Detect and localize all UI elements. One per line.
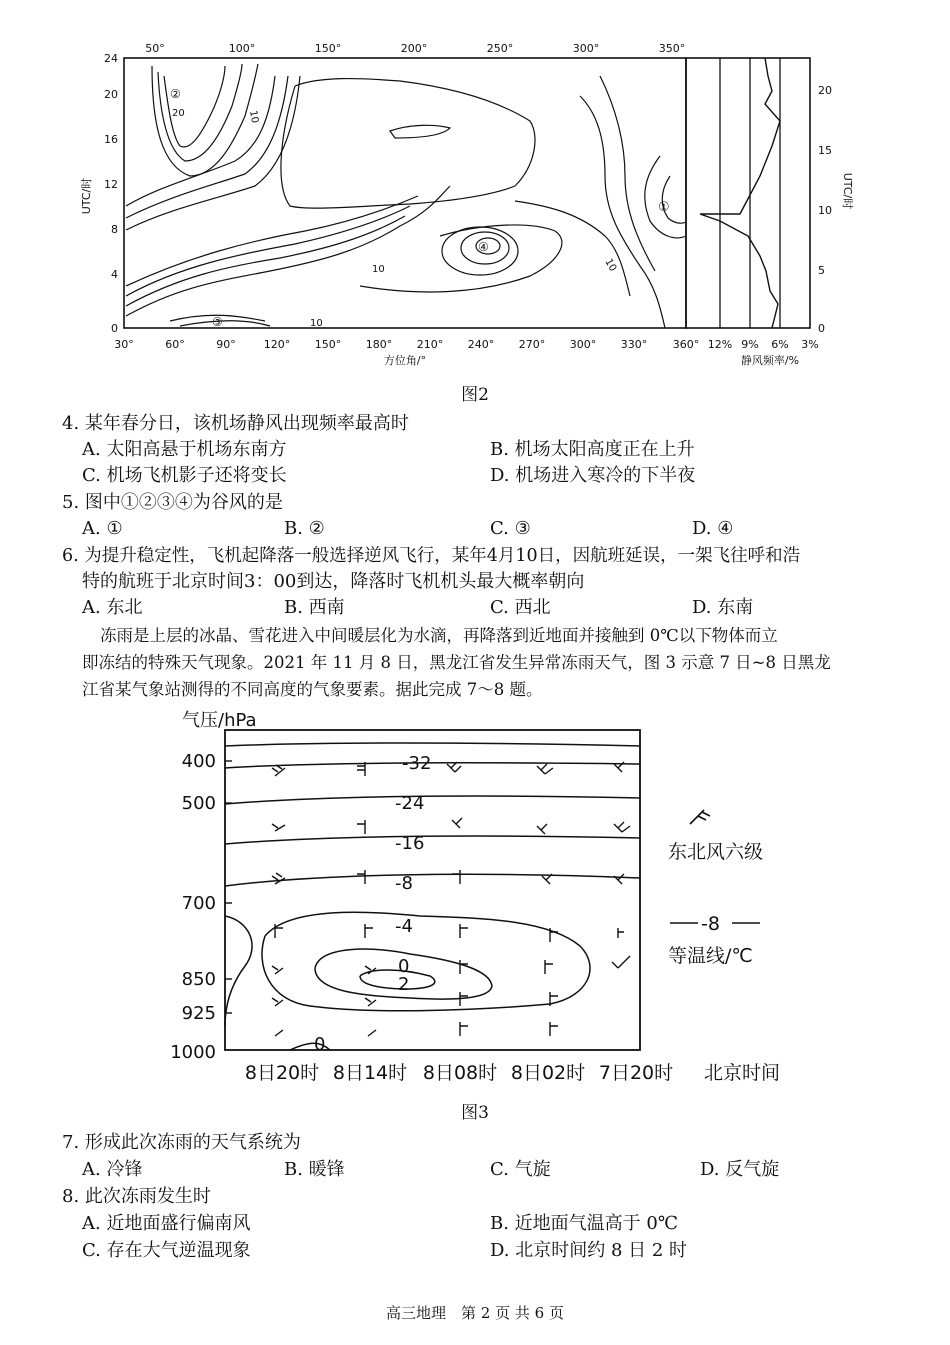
top-tick: 50° bbox=[145, 42, 165, 55]
x-axis-label: 方位角/° bbox=[383, 354, 427, 367]
bottom-tick: 60° bbox=[165, 338, 185, 351]
bottom-tick: 120° bbox=[263, 338, 291, 351]
q5-stem: 5. 图中①②③④为谷风的是 bbox=[62, 492, 283, 513]
passage-line1: 冻雨是上层的冰晶、雪花进入中间暖层化为水滴，再降落到近地面并接触到 0℃以下物体而立 bbox=[100, 626, 778, 645]
q5-option-d: D. ④ bbox=[692, 518, 734, 539]
left-tick: 12 bbox=[104, 178, 118, 191]
bottom-tick: 270° bbox=[518, 338, 546, 351]
q8-option-a: A. 近地面盛行偏南风 bbox=[82, 1213, 251, 1234]
q8-option-c: C. 存在大气逆温现象 bbox=[82, 1240, 251, 1261]
right-tick: 15 bbox=[818, 144, 832, 157]
right-tick: 5 bbox=[818, 264, 825, 277]
isotherm-label: 0 bbox=[314, 1034, 326, 1055]
bottom-tick: 90° bbox=[216, 338, 236, 351]
bottom-tick: 330° bbox=[620, 338, 648, 351]
y-tick: 925 bbox=[181, 1003, 216, 1024]
legend-isotherm-label: 等温线/℃ bbox=[668, 945, 753, 967]
bottom-tick: 180° bbox=[365, 338, 393, 351]
y-tick: 700 bbox=[181, 893, 216, 914]
q6-option-b: B. 西南 bbox=[284, 597, 345, 618]
x-tick: 8日14时 bbox=[332, 1062, 408, 1084]
q6-option-c: C. 西北 bbox=[490, 597, 551, 618]
x-axis-title: 北京时间 bbox=[703, 1062, 781, 1084]
freq-tick: 6% bbox=[771, 338, 789, 351]
legend-wind-label: 东北风六级 bbox=[668, 841, 764, 863]
x-tick: 8日02时 bbox=[510, 1062, 586, 1084]
top-tick: 200° bbox=[400, 42, 428, 55]
right-tick: 10 bbox=[818, 204, 832, 217]
q6-option-a: A. 东北 bbox=[82, 597, 143, 618]
top-tick: 150° bbox=[314, 42, 342, 55]
left-tick: 0 bbox=[111, 322, 118, 335]
q8-option-b: B. 近地面气温高于 0℃ bbox=[490, 1213, 678, 1234]
q7-stem: 7. 形成此次冻雨的天气系统为 bbox=[62, 1132, 301, 1153]
contour-label: 10 bbox=[602, 257, 619, 274]
q8-stem: 8. 此次冻雨发生时 bbox=[62, 1186, 211, 1207]
marker-1: ① bbox=[658, 200, 670, 215]
q7-option-d: D. 反气旋 bbox=[700, 1159, 780, 1180]
bottom-tick: 240° bbox=[467, 338, 495, 351]
q4-option-a: A. 太阳高悬于机场东南方 bbox=[82, 439, 287, 460]
isotherm-label: -16 bbox=[395, 833, 425, 854]
isotherm-label: -24 bbox=[395, 793, 425, 814]
x-tick: 8日08时 bbox=[422, 1062, 498, 1084]
figure3-caption: 图3 bbox=[461, 1103, 489, 1123]
q7-option-a: A. 冷锋 bbox=[82, 1159, 143, 1180]
passage-line2: 即冻结的特殊天气现象。2021 年 11 月 8 日，黑龙江省发生异常冻雨天气，图 3 示意 7 日~8 日黑龙 bbox=[82, 653, 831, 672]
left-tick: 8 bbox=[111, 223, 118, 236]
y-tick: 400 bbox=[181, 751, 216, 772]
figure2-caption: 图2 bbox=[461, 385, 489, 405]
y-tick: 850 bbox=[181, 969, 216, 990]
isotherm-label: 0 bbox=[398, 956, 410, 977]
page-footer: 高三地理 第 2 页 共 6 页 bbox=[386, 1304, 564, 1322]
freq-tick: 12% bbox=[707, 338, 733, 351]
q4-option-c: C. 机场飞机影子还将变长 bbox=[82, 465, 287, 486]
q5-option-c: C. ③ bbox=[490, 518, 531, 539]
bottom-tick: 30° bbox=[114, 338, 134, 351]
left-tick: 20 bbox=[104, 88, 118, 101]
left-tick: 16 bbox=[104, 133, 118, 146]
q4-option-b: B. 机场太阳高度正在上升 bbox=[490, 439, 695, 460]
q5-option-a: A. ① bbox=[82, 518, 123, 539]
marker-3: ③ bbox=[212, 315, 223, 329]
isotherm-label: -4 bbox=[395, 916, 413, 937]
marker-2: ② bbox=[170, 87, 181, 101]
wind-legend-icon bbox=[690, 810, 710, 824]
isotherm-label: 2 bbox=[398, 974, 410, 995]
right-axis-label: UTC/时 bbox=[841, 172, 854, 210]
legend-isotherm-value: -8 bbox=[701, 913, 720, 935]
contour-label: 10 bbox=[372, 264, 385, 275]
q4-option-d: D. 机场进入寒冷的下半夜 bbox=[490, 465, 696, 486]
top-tick: 300° bbox=[572, 42, 600, 55]
top-tick: 100° bbox=[228, 42, 256, 55]
contour-label: 10 bbox=[247, 109, 261, 125]
q8-option-d: D. 北京时间约 8 日 2 时 bbox=[490, 1240, 688, 1261]
figure3-chart bbox=[170, 706, 810, 1096]
q4-stem: 4. 某年春分日，该机场静风出现频率最高时 bbox=[62, 413, 409, 434]
bottom-tick: 300° bbox=[569, 338, 597, 351]
freq-tick: 3% bbox=[801, 338, 819, 351]
passage-line3: 江省某气象站测得的不同高度的气象要素。据此完成 7～8 题。 bbox=[82, 680, 543, 699]
left-axis-label: UTC/时 bbox=[80, 177, 93, 215]
freq-tick: 9% bbox=[741, 338, 759, 351]
isotherm-label: -32 bbox=[402, 753, 432, 774]
bottom-tick: 210° bbox=[416, 338, 444, 351]
top-tick: 250° bbox=[486, 42, 514, 55]
marker-4: ④ bbox=[478, 240, 489, 254]
left-tick: 4 bbox=[111, 268, 118, 281]
x-tick: 8日20时 bbox=[244, 1062, 320, 1084]
contour-label: 20 bbox=[172, 108, 185, 119]
y-axis-title: 气压/hPa bbox=[182, 710, 257, 731]
wind-barb-icons bbox=[272, 762, 630, 1036]
y-tick: 500 bbox=[181, 793, 216, 814]
q7-option-b: B. 暖锋 bbox=[284, 1159, 345, 1180]
bottom-tick: 150° bbox=[314, 338, 342, 351]
left-tick: 24 bbox=[104, 52, 118, 65]
bottom-tick: 360° bbox=[672, 338, 700, 351]
top-tick: 350° bbox=[658, 42, 686, 55]
isotherm-label: -8 bbox=[395, 873, 413, 894]
figure2-chart bbox=[60, 36, 860, 376]
q6-stem-line2: 特的航班于北京时间3：00到达，降落时飞机机头最大概率朝向 bbox=[82, 571, 585, 592]
freq-axis-label: 静风频率/% bbox=[740, 354, 800, 367]
x-tick: 7日20时 bbox=[598, 1062, 674, 1084]
contour-label: 10 bbox=[310, 318, 323, 329]
q6-stem-line1: 6. 为提升稳定性，飞机起降落一般选择逆风飞行，某年4月10日，因航班延误，一架飞往呼和浩 bbox=[62, 546, 801, 566]
q6-option-d: D. 东南 bbox=[692, 597, 754, 618]
y-tick: 1000 bbox=[170, 1042, 216, 1063]
right-tick: 0 bbox=[818, 322, 825, 335]
right-tick: 20 bbox=[818, 84, 832, 97]
q5-option-b: B. ② bbox=[284, 518, 325, 539]
q7-option-c: C. 气旋 bbox=[490, 1159, 551, 1180]
